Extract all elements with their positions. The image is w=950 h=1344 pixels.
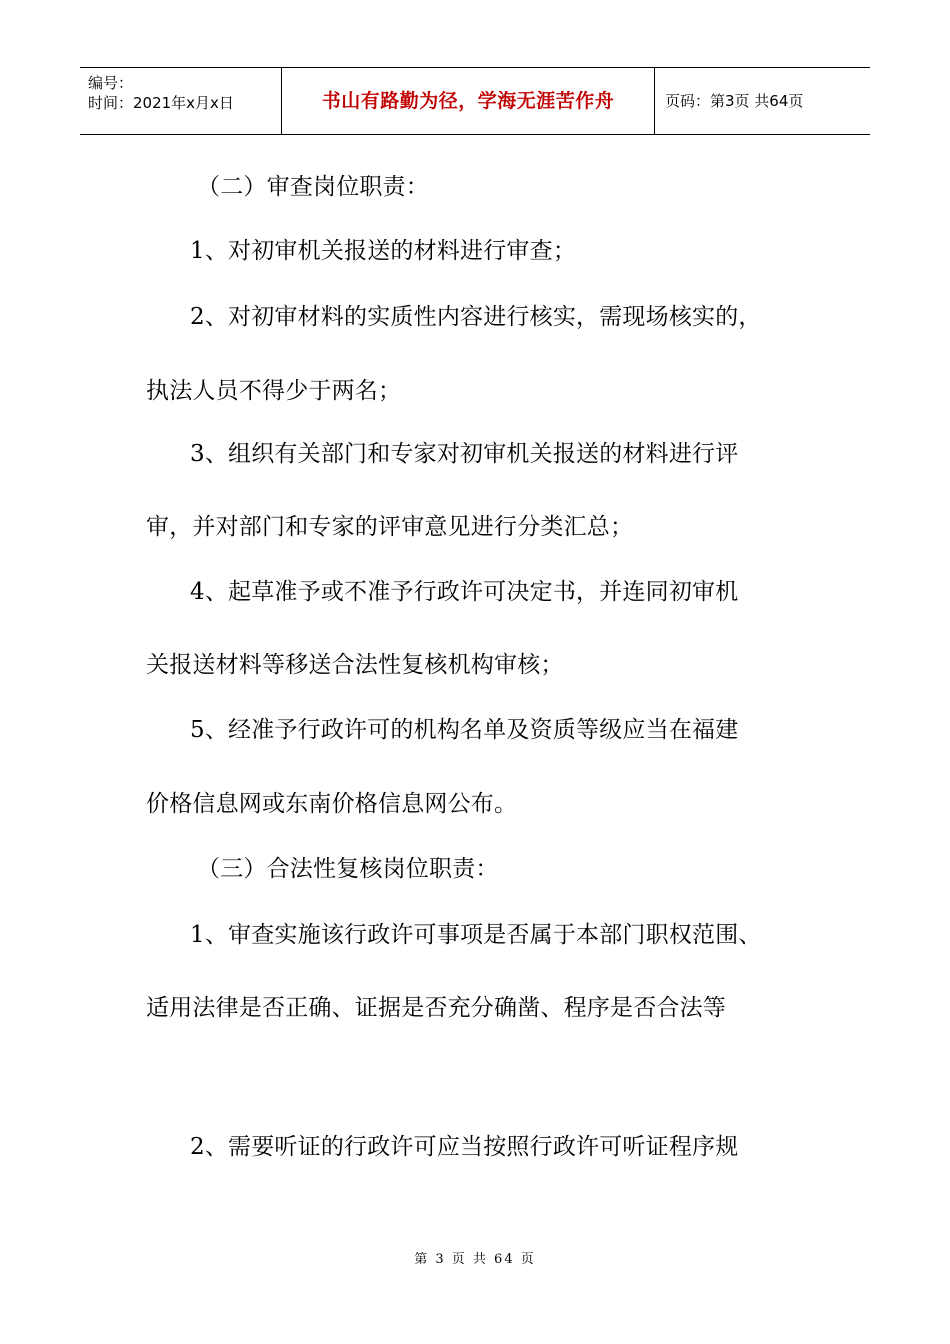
page-header bbox=[80, 67, 870, 135]
page-footer: 第 3 页 共 64 页 bbox=[414, 1252, 536, 1267]
paragraph-line: 1、对初审机关报送的材料进行审查； bbox=[190, 238, 577, 264]
paragraph-line: 5、经准予行政许可的机构名单及资质等级应当在福建 bbox=[190, 717, 739, 743]
paragraph-line: 审，并对部门和专家的评审意见进行分类汇总； bbox=[146, 514, 634, 540]
paragraph-line: 适用法律是否正确、证据是否充分确凿、程序是否合法等 bbox=[146, 995, 726, 1021]
document-date: 时间：2021年x月x日 bbox=[88, 94, 234, 112]
paragraph-line: 2、需要听证的行政许可应当按照行政许可听证程序规 bbox=[190, 1134, 739, 1160]
section-heading-review-duties: （二）审查岗位职责： bbox=[197, 174, 429, 200]
paragraph-line: 执法人员不得少于两名； bbox=[146, 378, 402, 404]
document-number-label: 编号： bbox=[88, 74, 134, 92]
header-motto: 书山有路勤为径，学海无涯苦作舟 bbox=[282, 68, 655, 134]
header-meta bbox=[80, 68, 282, 134]
paragraph-line: 2、对初审材料的实质性内容进行核实，需现场核实的， bbox=[190, 304, 762, 330]
section-heading-legality-review-duties: （三）合法性复核岗位职责： bbox=[197, 856, 499, 882]
paragraph-line: 关报送材料等移送合法性复核机构审核； bbox=[146, 652, 564, 678]
header-page-info: 页码：第3页 共64页 bbox=[665, 92, 804, 110]
paragraph-line: 4、起草准予或不准予行政许可决定书，并连同初审机 bbox=[190, 579, 739, 605]
paragraph-line: 3、组织有关部门和专家对初审机关报送的材料进行评 bbox=[190, 441, 739, 467]
paragraph-line: 1、审查实施该行政许可事项是否属于本部门职权范围、 bbox=[190, 922, 762, 948]
paragraph-line: 价格信息网或东南价格信息网公布。 bbox=[146, 791, 518, 817]
